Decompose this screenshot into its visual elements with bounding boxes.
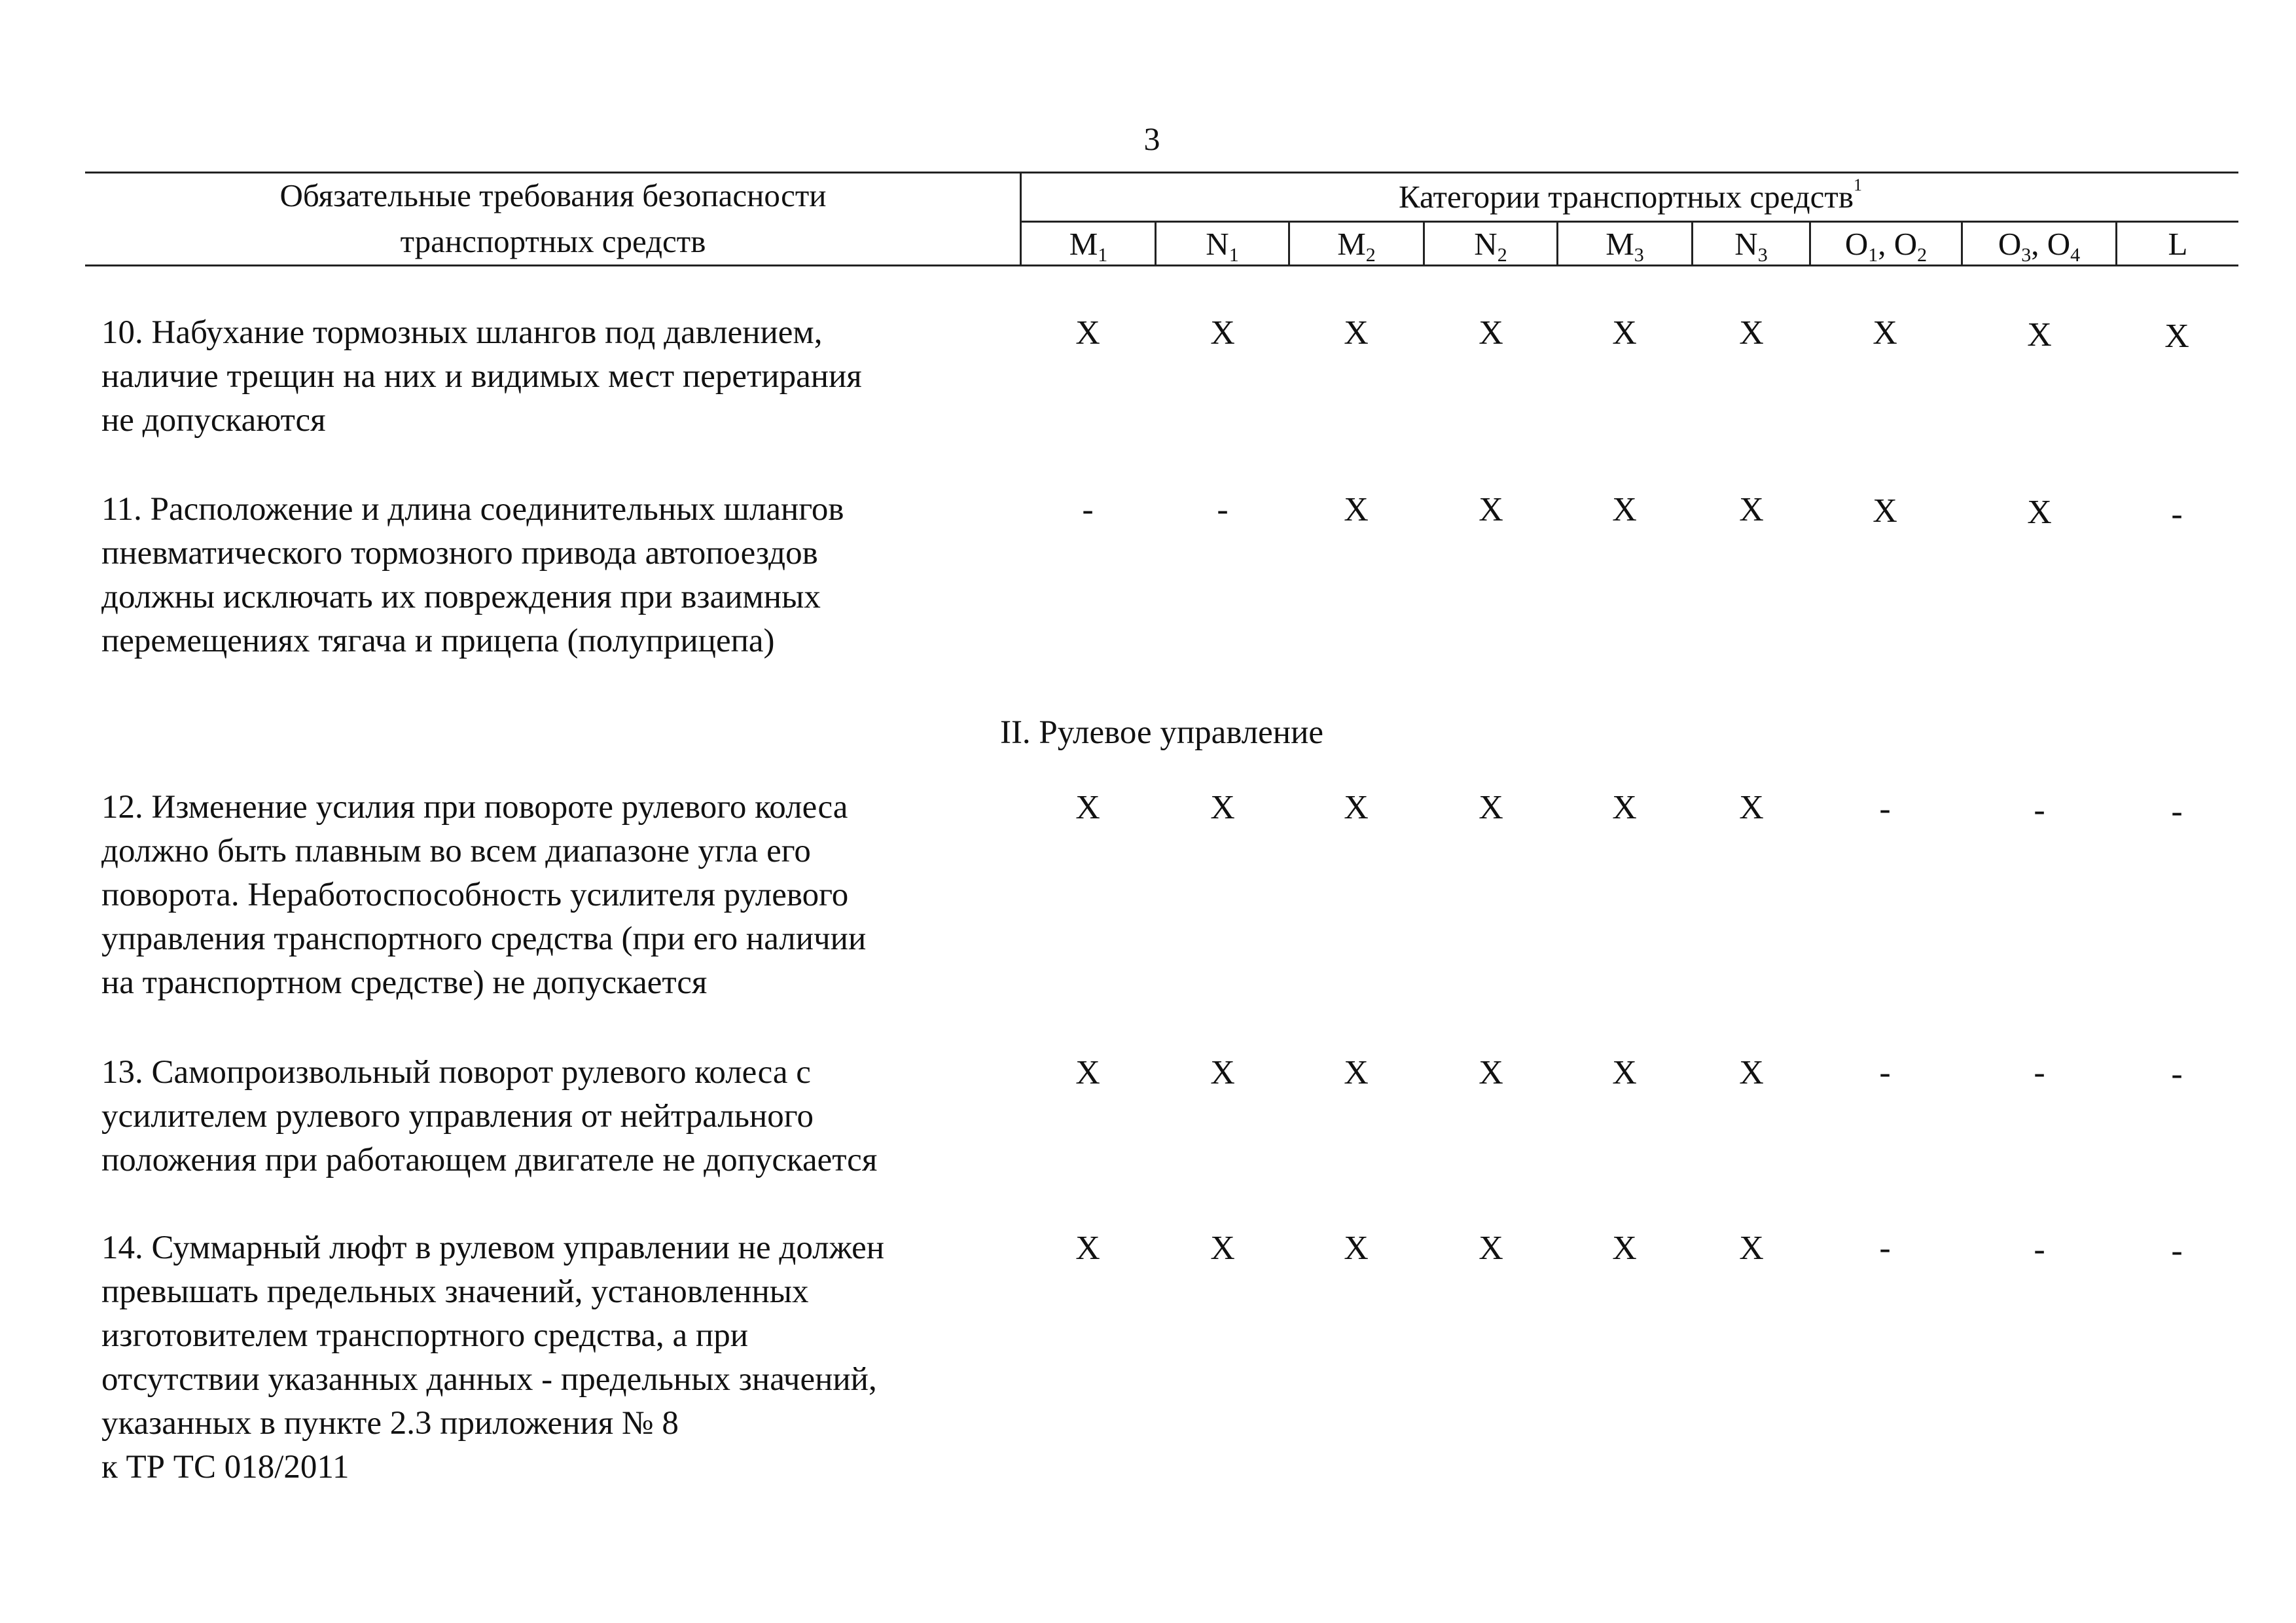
category-mark: X (1210, 1230, 1235, 1267)
category-mark: - (2034, 792, 2045, 829)
category-mark: X (2164, 318, 2189, 355)
category-mark: X (1739, 314, 1764, 352)
section-title: II. Рулевое управление (999, 714, 1324, 751)
column-label-o3-o4 (1963, 223, 2115, 266)
category-mark: X (1479, 491, 1503, 528)
category-mark: X (2027, 316, 2052, 354)
column-label-n2 (1425, 223, 1556, 266)
category-mark: - (1879, 790, 1891, 828)
requirements-header-line2: транспортных средств (400, 223, 706, 259)
column-label-sub: 1 (1229, 244, 1239, 266)
categories-header-label: Категории транспортных средств (1399, 179, 1854, 215)
category-mark: X (1873, 492, 1897, 530)
category-mark: X (1344, 1054, 1369, 1091)
category-mark: X (1344, 314, 1369, 352)
category-mark: X (1479, 314, 1503, 352)
category-mark: X (1210, 314, 1235, 352)
category-mark: X (1075, 1230, 1100, 1267)
category-mark: X (1739, 491, 1764, 528)
category-mark: X (2027, 494, 2052, 531)
category-mark: - (2171, 793, 2183, 830)
requirements-header (85, 173, 1021, 264)
requirements-header-line1: Обязательные требования безопасности (279, 177, 827, 213)
category-mark: X (1612, 789, 1637, 826)
category-mark: X (1612, 1054, 1637, 1091)
requirement-10-text: 10. Набухание тормозных шлангов под давлением, наличие трещин на них и видимых мест перетирания не допускаются (101, 314, 862, 439)
category-mark: X (1075, 1054, 1100, 1091)
column-label-base: M (1337, 226, 1366, 262)
column-label-base: M (1605, 226, 1634, 262)
category-mark: X (1739, 1054, 1764, 1091)
category-mark: X (1344, 491, 1369, 528)
column-label-base: O (1844, 226, 1869, 262)
category-mark: - (2034, 1054, 2045, 1091)
requirement-13-text: 13. Самопроизвольный поворот рулевого колеса с усилителем рулевого управления от нейтрального положения при работающем двигателе не допускается (101, 1054, 878, 1178)
column-label-l (2117, 223, 2238, 266)
requirement-11-text: 11. Расположение и длина соединительных шлангов пневматического тормозного привода автопоездов должны исключать их повреждения при взаимных перемещениях тягача и прицепа (полуприцепа) (101, 491, 844, 659)
column-label-sub: 1 (1868, 244, 1878, 266)
column-label-base: N (1734, 226, 1758, 262)
categories-footnote-mark: 1 (1853, 175, 1862, 194)
page-number: 3 (1143, 120, 1160, 157)
category-mark: X (1612, 314, 1637, 352)
category-mark: X (1612, 491, 1637, 528)
column-label-m1 (1022, 223, 1155, 266)
category-mark: - (2034, 1231, 2045, 1268)
column-label-sub: 2 (1497, 244, 1507, 266)
column-label-o1-o2 (1811, 223, 1961, 266)
column-label-base: O (1998, 226, 2022, 262)
category-mark: X (1210, 1054, 1235, 1091)
category-mark: X (1344, 789, 1369, 826)
column-label-sub: 3 (1634, 244, 1644, 266)
column-label-n3 (1693, 223, 1809, 266)
column-label-base: M (1069, 226, 1098, 262)
category-mark: X (1612, 1230, 1637, 1267)
category-mark: - (2171, 496, 2183, 533)
category-mark: X (1344, 1230, 1369, 1267)
requirement-12-text: 12. Изменение усилия при повороте рулевого колеса должно быть плавным во всем диапазоне угла его поворота. Неработоспособность усилителя рулевого управления транспортного средства (при его наличии на транспортном средстве) не допускается (101, 789, 867, 1001)
column-label-sub: 3 (2021, 244, 2032, 266)
category-mark: - (2171, 1055, 2183, 1093)
requirement-14-text: 14. Суммарный люфт в рулевом управлении не должен превышать предельных значений, установленных изготовителем транспортного средства, а при отсутствии указанных данных - предельных значений, указанных в пункте 2.3 приложения № 8 к ТР ТС 018/2011 (101, 1230, 885, 1486)
column-label-sub2: 2 (1917, 244, 1928, 266)
column-label-base: L (2168, 226, 2188, 262)
column-label-n1 (1157, 223, 1288, 266)
category-mark: X (1075, 789, 1100, 826)
category-mark: X (1739, 789, 1764, 826)
category-mark: X (1479, 1230, 1503, 1267)
column-label-base: N (1206, 226, 1229, 262)
category-mark: X (1739, 1230, 1764, 1267)
column-label-base: N (1474, 226, 1498, 262)
category-mark: X (1873, 314, 1897, 352)
category-mark: X (1075, 314, 1100, 352)
categories-header (1022, 174, 2238, 220)
category-mark: X (1479, 789, 1503, 826)
column-label-sub: 1 (1098, 244, 1108, 266)
category-mark: X (1210, 789, 1235, 826)
category-mark: - (1082, 491, 1094, 528)
category-mark: - (1879, 1230, 1891, 1267)
column-label-sub: 3 (1757, 244, 1768, 266)
column-label-mid: , O (1878, 226, 1918, 262)
column-label-mid: , O (2031, 226, 2071, 262)
column-label-m3 (1558, 223, 1691, 266)
category-mark: - (1217, 491, 1229, 528)
category-mark: - (2171, 1232, 2183, 1269)
column-label-sub: 2 (1365, 244, 1376, 266)
column-label-m2 (1290, 223, 1423, 266)
category-mark: X (1479, 1054, 1503, 1091)
category-mark: - (1879, 1054, 1891, 1091)
column-label-sub2: 4 (2070, 244, 2081, 266)
